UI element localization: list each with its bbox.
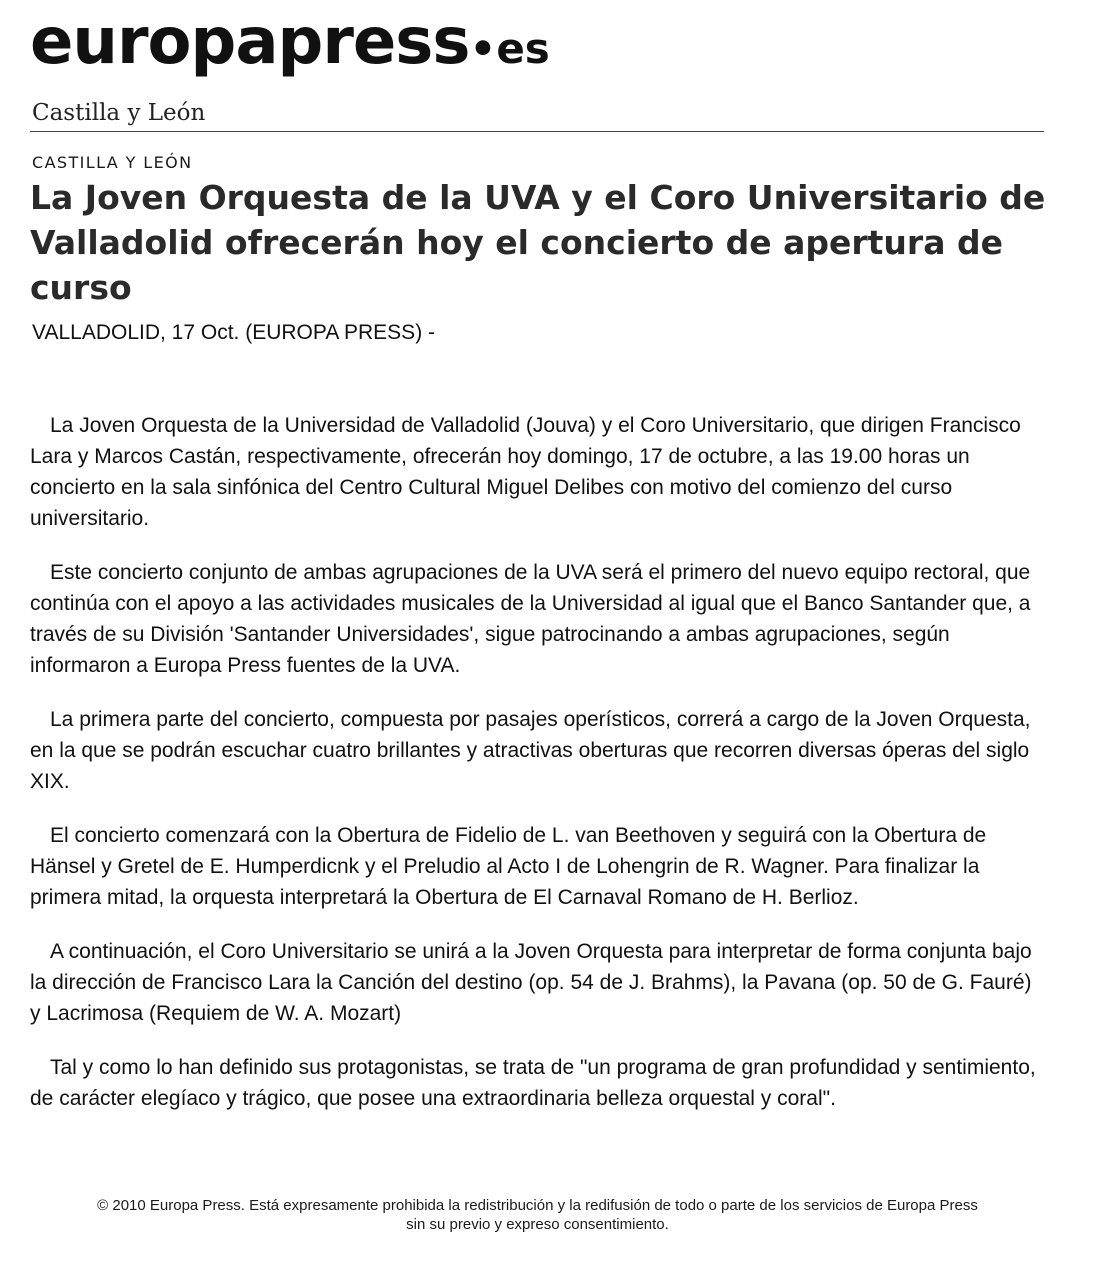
article-paragraph: El concierto comenzará con la Obertura de Fidelio de L. van Beethoven y seguirá con la Obertura de Hänsel y Gretel de E. Humperdicnk y el Preludio al Acto I de Lohengrin de R. Wagner. Para finalizar la primera mitad, la orquesta interpretará la Obertura de El Carnaval Romano de H. Berlioz. (30, 824, 987, 909)
article-paragraph: Este concierto conjunto de ambas agrupaciones de la UVA será el primero del nuevo equipo rectoral, que continúa con el apoyo a las actividades musicales de la Universidad al igual que el Banco Santander que, a través de su División 'Santander Universidades', sigue patrocinando a ambas agrupaciones, según informaron a Europa Press fuentes de la UVA. (30, 561, 1031, 677)
article-paragraph: A continuación, el Coro Universitario se unirá a la Joven Orquesta para interpretar de forma conjunta bajo la dirección de Francisco Lara la Canción del destino (op. 54 de J. Brahms), la Pavana (op. 50 de G. Fauré) y Lacrimosa (Requiem de W. A. Mozart) (30, 940, 1032, 1025)
copyright-notice (30, 1196, 1045, 1234)
copyright-line: sin su previo y expreso consentimiento. (406, 1216, 669, 1233)
article-paragraph: La primera parte del concierto, compuesta por pasajes operísticos, correrá a cargo de la Joven Orquesta, en la que se podrán escuchar cuatro brillantes y atractivas oberturas que recorren diversas óperas del siglo XIX. (30, 708, 1031, 793)
article-headline: La Joven Orquesta de la UVA y el Coro Universitario de Valladolid ofrecerán hoy el concierto de apertura de curso (30, 178, 1046, 307)
europapress-logo (30, 2, 550, 89)
section-title: Castilla y León (32, 100, 206, 126)
masthead-divider (30, 131, 1044, 132)
article-paragraph: Tal y como lo han definido sus protagonistas, se trata de "un programa de gran profundidad y sentimiento, de carácter elegíaco y trágico, que posee una extraordinaria belleza orquestal y coral". (30, 1056, 1036, 1110)
article-dateline: VALLADOLID, 17 Oct. (EUROPA PRESS) - (32, 321, 436, 344)
logo-wordmark: europapress (30, 5, 470, 79)
logo-domain-suffix: •es (469, 24, 550, 73)
article-paragraph: La Joven Orquesta de la Universidad de Valladolid (Jouva) y el Coro Universitario, que dirigen Francisco Lara y Marcos Castán, respectivamente, ofrecerán hoy domingo, 17 de octubre, a las 19.00 horas un concierto en la sala sinfónica del Centro Cultural Miguel Delibes con motivo del comienzo del curso universitario. (30, 414, 1021, 530)
article-kicker: CASTILLA Y LEÓN (32, 153, 193, 172)
article-body (30, 410, 1045, 1137)
copyright-line: © 2010 Europa Press. Está expresamente prohibida la redistribución y la redifusión de todo o parte de los servicios de Europa Press (97, 1197, 978, 1214)
